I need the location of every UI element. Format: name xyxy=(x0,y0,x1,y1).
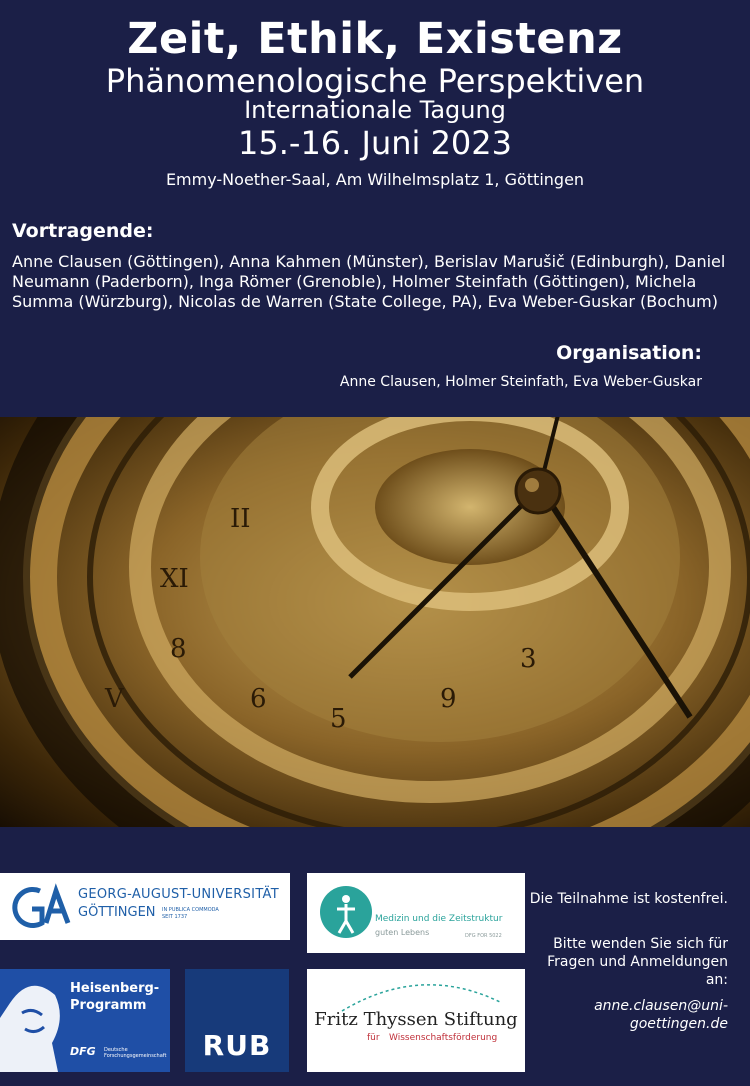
heisenberg-line1: Heisenberg- xyxy=(70,981,160,996)
medizin-line2: guten Lebens xyxy=(375,928,430,937)
venue: Emmy-Noether-Saal, Am Wilhelmsplatz 1, Göttingen xyxy=(165,170,585,189)
dfg-mark: DFG xyxy=(70,1045,96,1058)
goettingen-motto: IN PUBLICA COMMODA xyxy=(162,907,219,913)
goettingen-name: GEORG-AUGUST-UNIVERSITÄT xyxy=(78,887,279,902)
page-subtitle: Phänomenologische Perspektiven xyxy=(105,62,645,100)
fritz-thyssen-stiftung-logo xyxy=(307,969,525,1072)
svg-text:6: 6 xyxy=(250,684,267,714)
thyssen-arc-icon xyxy=(337,973,507,1013)
svg-text:9: 9 xyxy=(440,684,457,714)
thyssen-sub-b: Wissenschaftsförderung xyxy=(389,1033,498,1043)
dfg-full-name: Deutsche Forschungsgemeinschaft xyxy=(104,1047,167,1059)
svg-text:XI: XI xyxy=(160,564,189,594)
rub-logo xyxy=(185,969,289,1072)
astronomical-clock-image xyxy=(0,417,750,827)
clock-figure-icon xyxy=(317,883,375,941)
goettingen-emblem-icon xyxy=(12,883,72,931)
svg-text:3: 3 xyxy=(520,644,537,674)
goettingen-since: SEIT 1737 xyxy=(162,914,188,920)
rub-text: RUB xyxy=(202,1029,272,1062)
organisation-heading: Organisation: xyxy=(556,342,702,364)
speakers-heading: Vortragende: xyxy=(12,220,154,242)
thyssen-sub-a: für xyxy=(367,1033,380,1043)
goettingen-city: GÖTTINGEN xyxy=(78,905,156,920)
speakers-list: Anne Clausen (Göttingen), Anna Kahmen (Münster), Berislav Marušič (Edinburgh), Daniel Neumann (Paderborn), Inga Römer (Grenoble), Holmer Steinfath (Göttingen), Michela Summa (Würzburg), Nicolas de Warren (State College, PA), Eva Weber-Guskar (Bochum) xyxy=(12,252,726,311)
svg-text:5: 5 xyxy=(330,704,347,734)
medizin-tag: DFG FOR 5022 xyxy=(465,933,502,939)
medizin-line1: Medizin und die Zeitstruktur xyxy=(375,914,503,924)
conference-type: Internationale Tagung xyxy=(244,96,506,124)
thyssen-name: Fritz Thyssen Stiftung xyxy=(314,1009,518,1030)
medizin-zeitstruktur-logo xyxy=(307,873,525,953)
heisenberg-programm-logo xyxy=(0,969,170,1072)
svg-text:V: V xyxy=(105,684,124,714)
svg-text:II: II xyxy=(230,504,251,534)
heisenberg-line2: Programm xyxy=(70,998,147,1013)
contact-info: Bitte wenden Sie sich für Fragen und Anmeldungen an: xyxy=(547,936,728,988)
fee-info: Die Teilnahme ist kostenfrei. xyxy=(529,891,728,907)
conference-date: 15.-16. Juni 2023 xyxy=(238,124,512,162)
goettingen-logo xyxy=(0,873,290,940)
organisation-names: Anne Clausen, Holmer Steinfath, Eva Weber-Guskar xyxy=(339,374,702,390)
page-title: Zeit, Ethik, Existenz xyxy=(127,14,623,64)
svg-text:8: 8 xyxy=(170,634,187,664)
contact-email[interactable]: anne.clausen@uni-goettingen.de xyxy=(594,998,728,1032)
heisenberg-portrait-icon xyxy=(0,973,70,1072)
